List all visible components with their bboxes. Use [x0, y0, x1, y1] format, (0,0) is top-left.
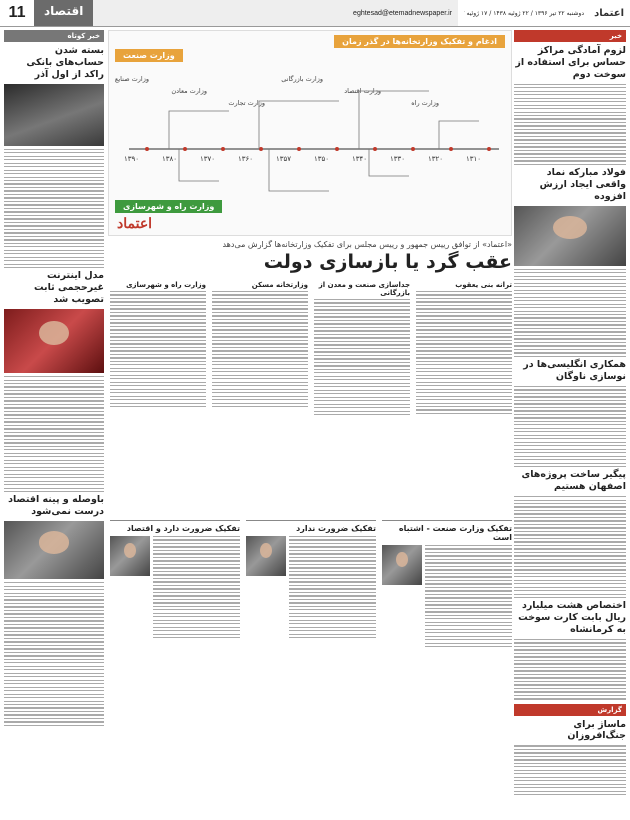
left-photo-1 [4, 84, 104, 146]
bottom-col-3 [110, 520, 240, 647]
main-story-area [110, 30, 512, 415]
header-middle [93, 0, 458, 26]
timeline-dot [259, 147, 263, 151]
timeline-dot [335, 147, 339, 151]
subhead-2: وزارتخانه مسکن [251, 281, 308, 289]
bottom-col-2-title: تفکیک ضرورت ندارد [296, 524, 376, 533]
left-story-1-title: بسته شدن حساب‌های بانکی راکد از اول آذر [26, 45, 104, 80]
story-col-2 [314, 277, 410, 415]
page-number: 11 [8, 4, 26, 21]
timeline-year-label: ۱۳۷۰ [199, 155, 215, 163]
left-photo-2 [4, 309, 104, 373]
story-headline: عقب گرد یا بازسازی دولت [263, 251, 512, 273]
header-right-block [458, 0, 630, 26]
timeline-year-label: ۱۳۹۰ [123, 155, 139, 163]
right-story-3-title: همکاری انگلیسی‌ها در نوسازی ناوگان [523, 359, 626, 382]
timeline-graphic [109, 31, 509, 233]
ministries-infographic [108, 30, 512, 236]
bottom-opinion-row [110, 520, 512, 647]
left-story-2-title: مدل اینترنت غیرحجمی ثابت تصویب شد [33, 270, 104, 306]
infographic-logo: اعتماد [117, 216, 153, 232]
timeline-dot [411, 147, 415, 151]
right-story-6-text [514, 745, 626, 795]
story-col-4 [110, 277, 206, 415]
left-column-tag: خبر کوتاه [4, 30, 104, 42]
story-body [110, 277, 512, 415]
timeline-dot [487, 147, 491, 151]
story-kicker: «اعتماد» از توافق رییس جمهور و رییس مجلس برای تفکیک وزارتخانه‌ها گزارش می‌دهد [222, 240, 512, 249]
right-story-2-title: فولاد مبارکه نماد واقعی ایجاد ارزش افزوده [539, 167, 626, 202]
bottom-col-3-title: تفکیک ضرورت دارد و اقتصاد [126, 524, 240, 533]
timeline-year-label: ۱۳۳۰ [389, 155, 405, 163]
timeline-dot [183, 147, 187, 151]
ministry-label: وزارت بازرگانی [281, 75, 323, 83]
newspaper-logo: اعتماد [594, 7, 624, 19]
left-story-3-title: باوصله و پینه اقتصاد درست نمی‌شود [8, 494, 104, 518]
subhead-1: جداسازی صنعت و معدن از بازرگانی [318, 281, 410, 297]
right-photo-1 [514, 206, 626, 266]
page-number-box [0, 0, 34, 26]
bottom-col-1 [382, 520, 512, 647]
email-address[interactable]: eghtesad@etemadnewspaper.ir [353, 9, 452, 17]
timeline-ticks [115, 75, 491, 163]
ministry-label: وزارت صنایع [114, 75, 149, 83]
timeline-year-label: ۱۳۲۰ [427, 155, 443, 163]
page-header [0, 0, 630, 27]
infographic-roads-label: وزارت راه و شهرسازی [115, 200, 222, 213]
bottom-photo-2 [246, 536, 286, 576]
story-col-3 [212, 277, 308, 415]
left-column [4, 30, 104, 726]
section-label: اقتصاد [34, 0, 93, 26]
timeline-year-label: ۱۳۵۷ [275, 155, 291, 163]
right-story-1-text [514, 84, 626, 165]
right-story-6-title: ماساژ برای جنگ‌افروزان [567, 718, 626, 742]
timeline-year-label: ۱۳۵۰ [313, 155, 329, 163]
timeline-year-label: ۱۳۱۰ [465, 155, 481, 163]
timeline-dot [221, 147, 225, 151]
dateline: دوشنبه ۲۲ تیر ۱۳۹۶ / ۲۲ ژوئیه ۱۴۳۸ / ۱۷ ژوئیه [466, 9, 584, 17]
subhead-3: وزارت راه و شهرسازی [126, 281, 206, 289]
ministry-label: وزارت اقتصاد [344, 87, 381, 95]
right-story-4-title: پیگیر ساخت پروژه‌های اصفهان هستیم [521, 469, 626, 493]
right-story-5-title: اختصاص هشت میلیارد ریال بابت کارت سوخت به کرمانشاه [518, 600, 626, 636]
infographic-title: ادغام و تفکیک وزارتخانه‌ها در گذر زمان [334, 35, 505, 48]
bottom-photo-3 [110, 536, 150, 576]
timeline-year-label: ۱۳۶۰ [237, 155, 253, 163]
timeline-dot [297, 147, 301, 151]
right-story-1-title: لزوم آمادگی مراکز حساس برای استفاده از سوخت دوم [515, 45, 626, 80]
bottom-col-1-title: تفکیک وزارت صنعت - اشتباه است [398, 524, 512, 542]
byline: ترانه بنی یعقوب [455, 281, 512, 289]
bottom-col-2 [246, 520, 376, 647]
right-column-tag-2: گزارش [514, 704, 626, 716]
timeline-year-label: ۱۳۸۰ [161, 155, 177, 163]
ministry-label: وزارت تجارت [228, 99, 265, 107]
timeline-dot [449, 147, 453, 151]
story-col-1 [416, 277, 512, 415]
right-story-4-text [514, 496, 626, 598]
right-column-tag: خبر [514, 30, 626, 42]
right-story-3-text [514, 386, 626, 467]
bottom-photo-1 [382, 545, 422, 585]
infographic-industry-label: وزارت صنعت [115, 49, 183, 62]
left-photo-3 [4, 521, 104, 579]
right-story-2-text [514, 269, 626, 357]
ministry-label: وزارت معادن [171, 87, 207, 95]
timeline-dot [145, 147, 149, 151]
right-story-5-text [514, 639, 626, 700]
ministry-label: وزارت راه [411, 99, 439, 107]
right-column [514, 30, 626, 795]
timeline-year-label: ۱۳۴۰ [351, 155, 367, 163]
timeline-dot [373, 147, 377, 151]
